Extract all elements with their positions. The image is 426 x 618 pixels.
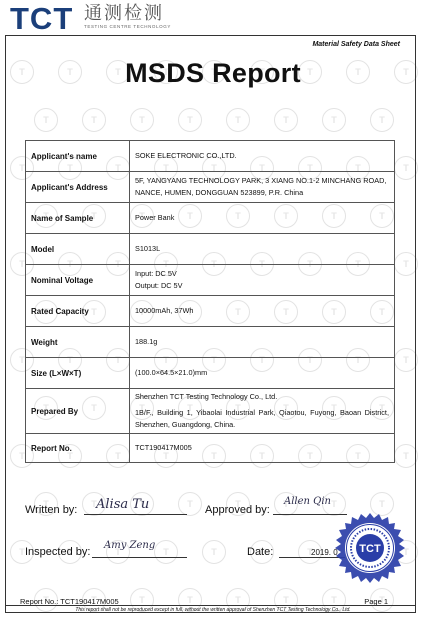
input-voltage: Input: DC 5V <box>135 269 177 278</box>
table-row <box>26 141 395 172</box>
row-value: S1013L <box>130 234 395 265</box>
row-label: Prepared By <box>26 389 130 434</box>
table-row <box>26 389 395 434</box>
report-header <box>0 0 426 34</box>
row-value: 188.1g <box>130 327 395 358</box>
row-label: Model <box>26 234 130 265</box>
footer-note: This report shall not be reproduced except in full, without the written approval of Shenzhen TCT Testing Technology Co., Ltd. <box>75 607 351 613</box>
inspected-by-signature: Amy Zeng <box>104 540 156 551</box>
row-value <box>130 389 395 434</box>
written-by-label: Written by: <box>25 504 78 516</box>
written-by-line <box>84 514 187 515</box>
date-value: 2019. 0 <box>311 548 338 557</box>
table-row <box>26 265 395 296</box>
approved-by-label: Approved by: <box>205 504 270 516</box>
preparer-name: Shenzhen TCT Testing Technology Co., Ltd. <box>135 392 278 401</box>
table-row <box>26 358 395 389</box>
sample-info-table <box>25 140 395 463</box>
table-row <box>26 434 395 463</box>
date-label: Date: <box>247 546 274 558</box>
row-label: Name of Sample <box>26 203 130 234</box>
table-row <box>26 203 395 234</box>
row-value: 5F, YANGYANG TECHNOLOGY PARK, 3 XIANG NO.1-2 MINCHANG ROAD, NANCE, HUMEN, DONGGUAN 523899, P.R. China <box>130 172 395 203</box>
table-row <box>26 234 395 265</box>
row-value: (100.0×64.5×21.0)mm <box>130 358 395 389</box>
table-row <box>26 296 395 327</box>
row-value: SOKE ELECTRONIC CO.,LTD. <box>130 141 395 172</box>
row-label: Weight <box>26 327 130 358</box>
tct-seal-stamp <box>334 512 406 584</box>
row-value: Power Bank <box>130 203 395 234</box>
written-by-signature: Alisa Tu <box>96 497 150 512</box>
row-label: Report No. <box>26 434 130 463</box>
footer-report-no: Report No.: TCT190417M005 <box>20 597 119 606</box>
page-title: MSDS Report <box>125 58 301 88</box>
footer-divider <box>5 605 416 606</box>
tct-logo-chinese: 通测检测 <box>84 3 164 24</box>
row-label: Applicant's Address <box>26 172 130 203</box>
inspected-by-line <box>92 557 187 558</box>
row-value: 10000mAh, 37Wh <box>130 296 395 327</box>
table-row <box>26 327 395 358</box>
row-value <box>130 265 395 296</box>
footer-page: Page 1 <box>364 597 388 606</box>
inspected-by-label: Inspected by: <box>25 546 91 558</box>
row-label: Nominal Voltage <box>26 265 130 296</box>
row-label: Rated Capacity <box>26 296 130 327</box>
table-row <box>26 172 395 203</box>
tct-logo-subtitle: TESTING CENTRE TECHNOLOGY <box>84 24 171 29</box>
row-value: TCT190417M005 <box>130 434 395 463</box>
document-type: Material Safety Data Sheet <box>312 41 400 48</box>
approved-by-signature: Allen Qin <box>284 496 331 507</box>
preparer-address: 1B/F., Building 1, Yibaolai Industrial Park, Qiaotou, Fuyong, Baoan District, Shenzhen, Guangdong, China. <box>135 408 389 429</box>
row-label: Size (L×W×T) <box>26 358 130 389</box>
tct-logo: TCT <box>10 1 74 36</box>
output-voltage: Output: DC 5V <box>135 281 183 290</box>
stamp-center-text: TCT <box>359 543 381 555</box>
row-label: Applicant's name <box>26 141 130 172</box>
